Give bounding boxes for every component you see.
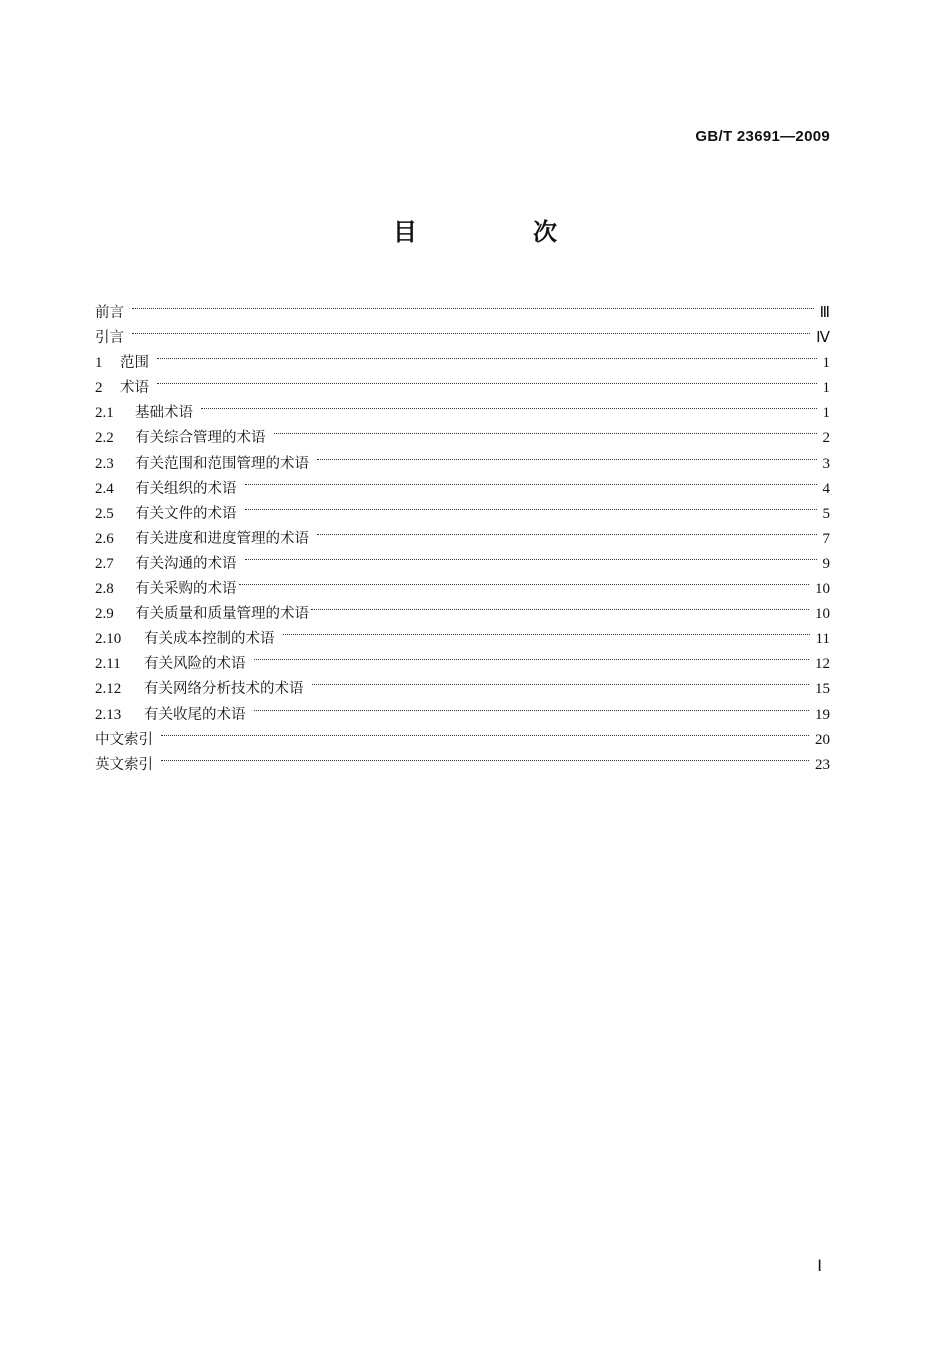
toc-entry[interactable]: [95, 417, 830, 447]
toc-dot-leader: [245, 543, 817, 568]
toc-entry[interactable]: [95, 367, 830, 397]
toc-entry-label: 有关质量和质量管理的术语: [135, 606, 309, 623]
page-folio: Ⅰ: [817, 1258, 822, 1275]
toc-entry-label: 有关网络分析技术的术语: [144, 681, 304, 698]
toc-entry-label: 术语: [120, 380, 149, 397]
toc-dot-leader: [157, 342, 817, 367]
toc-entry-label: 有关风险的术语: [144, 656, 246, 673]
toc-entry-page: 12: [815, 656, 830, 673]
toc-entry-number: 1: [95, 355, 103, 372]
toc-entry[interactable]: [95, 744, 830, 773]
toc-entry-page: 9: [822, 555, 830, 572]
toc-entry-page: Ⅳ: [816, 330, 830, 347]
toc-entry[interactable]: [95, 317, 830, 347]
toc-dot-leader: [254, 643, 810, 668]
toc-dot-leader: [132, 292, 814, 317]
toc-entry[interactable]: [95, 342, 830, 372]
toc-entry-label: 引言: [95, 330, 124, 347]
toc-entry-label: 有关成本控制的术语: [144, 631, 275, 648]
toc-entry-page: 3: [822, 455, 830, 472]
toc-entry[interactable]: [95, 719, 830, 748]
toc-entry-page: 5: [822, 505, 830, 522]
toc-entry[interactable]: [95, 292, 830, 321]
toc-entry-label: 有关进度和进度管理的术语: [135, 530, 309, 547]
toc-entry-label: 英文索引: [95, 756, 153, 773]
toc-entry-page: 1: [822, 380, 830, 397]
toc-entry-label: 基础术语: [135, 405, 193, 422]
toc-dot-leader: [317, 443, 817, 468]
toc-entry-page: 11: [815, 631, 830, 648]
toc-entry-page: 1: [822, 405, 830, 422]
toc-entry[interactable]: [95, 392, 830, 422]
toc-dot-leader: [132, 317, 810, 342]
toc-entry-number: 2.1: [95, 405, 114, 422]
toc-entry-label: 前言: [95, 305, 124, 321]
toc-entry-page: 15: [815, 681, 830, 698]
toc-dot-leader: [274, 417, 817, 442]
toc-entry-number: 2.6: [95, 530, 114, 547]
toc-dot-leader: [201, 392, 817, 417]
toc-entry-number: 2.13: [95, 706, 122, 723]
toc-entry-page: Ⅲ: [819, 305, 830, 321]
toc-entry-number: 2.7: [95, 555, 114, 572]
toc-entry-number: 2.12: [95, 681, 122, 698]
toc-entry-page: 2: [822, 430, 830, 447]
toc-entry-label: 有关收尾的术语: [144, 706, 246, 723]
toc-entry-page: 20: [815, 731, 830, 748]
toc-dot-leader: [311, 593, 809, 618]
toc-entry-label: 有关范围和范围管理的术语: [135, 455, 309, 472]
toc-dot-leader: [245, 468, 817, 493]
toc-dot-leader: [161, 719, 809, 744]
toc-entry-number: 2.10: [95, 631, 122, 648]
toc-entry-page: 10: [815, 606, 830, 623]
standard-number: GB/T 23691—2009: [695, 128, 830, 145]
toc-dot-leader: [161, 744, 809, 769]
toc-entry-label: 有关综合管理的术语: [135, 430, 266, 447]
toc-entry-page: 10: [815, 581, 830, 598]
toc-entry-number: 2.5: [95, 505, 114, 522]
toc-entry-number: 2.9: [95, 606, 114, 623]
toc-entry-page: 1: [822, 355, 830, 372]
toc-dot-leader: [239, 568, 810, 593]
toc-entry-number: 2: [95, 380, 103, 397]
toc-entry-number: 2.2: [95, 430, 114, 447]
toc-entry-label: 中文索引: [95, 731, 153, 748]
toc-entry-page: 23: [815, 756, 830, 773]
toc-entry-number: 2.4: [95, 480, 114, 497]
toc-entry-label: 有关组织的术语: [135, 480, 237, 497]
toc-title: 目 次: [393, 218, 603, 246]
table-of-contents: [95, 292, 830, 773]
toc-entry-label: 范围: [120, 355, 149, 372]
toc-dot-leader: [283, 618, 810, 643]
toc-entry-label: 有关采购的术语: [135, 581, 237, 598]
toc-entry-page: 4: [822, 480, 830, 497]
toc-entry-label: 有关文件的术语: [135, 505, 237, 522]
toc-entry-number: 2.3: [95, 455, 114, 472]
toc-entry-number: 2.11: [95, 656, 121, 673]
toc-dot-leader: [312, 668, 810, 693]
toc-entry-page: 7: [822, 530, 830, 547]
toc-entry-number: 2.8: [95, 581, 114, 598]
toc-dot-leader: [317, 518, 817, 543]
toc-dot-leader: [245, 493, 817, 518]
toc-dot-leader: [157, 367, 817, 392]
toc-dot-leader: [254, 694, 810, 719]
toc-entry-label: 有关沟通的术语: [135, 555, 237, 572]
toc-entry-page: 19: [815, 706, 830, 723]
